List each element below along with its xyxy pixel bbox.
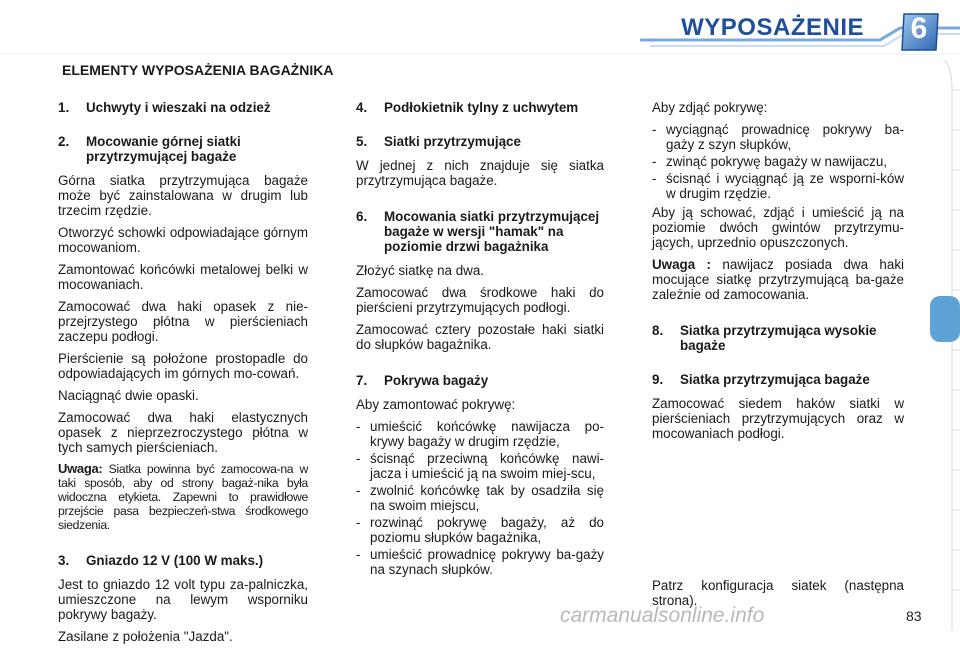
paragraph: Zamocować siedem haków siatki w pierścieniach przytrzymujących oraz w mocowaniach podłogi. xyxy=(652,396,904,441)
page-heading: ELEMENTY WYPOSAŻENIA BAGAŻNIKA xyxy=(62,62,334,78)
active-chapter-tab xyxy=(930,296,960,342)
list-item: - umieścić prowadnicę pokrywy ba-gaży na szynach słupków. xyxy=(356,547,604,577)
item-heading-1: 1. Uchwyty i wieszaki na odzież xyxy=(58,100,271,115)
paragraph: Aby ją schować, zdjąć i umieścić ją na poziomie dwóch gwintów przytrzymu-jących, uprzednio opuszczonych. xyxy=(652,205,904,250)
list-item: - wyciągnąć prowadnicę pokrywy ba-gaży z szyn słupków, xyxy=(652,122,904,152)
paragraph: Zamocować dwa środkowe haki do pierścieni przytrzymujących podłogi. xyxy=(356,285,604,315)
list-item: - umieścić końcówkę nawijacza po-krywy bagaży w drugim rzędzie, xyxy=(356,419,604,449)
note xyxy=(58,462,308,532)
note-label: Uwaga: xyxy=(58,461,103,476)
list-item: - zwinąć pokrywę bagaży w nawijaczu, xyxy=(652,154,888,169)
paragraph: Zamontować końcówki metalowej belki w mocowaniach. xyxy=(58,262,308,292)
item-heading-5: 5. Siatki przytrzymujące xyxy=(356,134,521,149)
mount-steps-list xyxy=(356,419,604,577)
paragraph: Aby zamontować pokrywę: xyxy=(356,397,516,412)
note-text: Siatka powinna być zamocowa-na w taki sposób, aby od strony bagaż-nika była widoczna etykieta. Zapewni to prawidłowe przejście pasa bezpieczeń-stwa środkowego siedzenia. xyxy=(58,462,308,532)
paragraph: Otworzyć schowki odpowiadające górnym mocowaniom. xyxy=(58,225,308,255)
paragraph: Złożyć siatkę na dwa. xyxy=(356,263,485,278)
column-1 xyxy=(58,100,308,651)
list-item: - ścisnąć i wyciągnąć ją ze wsporni-ków w drugim rzędzie. xyxy=(652,171,904,201)
column-3 xyxy=(652,100,904,448)
item-heading-3: 3. Gniazdo 12 V (100 W maks.) xyxy=(58,553,264,568)
item-heading-9: 9. Siatka przytrzymująca bagaże xyxy=(652,372,870,387)
note xyxy=(652,257,904,302)
list-item: - zwolnić końcówkę tak by osadziła się na swoim miejscu, xyxy=(356,483,604,513)
watermark: carmanualsonline.info xyxy=(560,604,765,627)
list-item: - ścisnąć przeciwną końcówkę nawi-jacza i umieścić ją na swoim miej-scu, xyxy=(356,451,604,481)
item-heading-6: 6. Mocowania siatki przytrzymującej bagaże w wersji "hamak" na poziomie drzwi bagażnika xyxy=(356,209,600,254)
paragraph: Pierścienie są położone prostopadle do odpowiadających im górnych mo-cowań. xyxy=(58,351,308,381)
paragraph: Naciągnąć dwie opaski. xyxy=(58,388,199,403)
footer-note: Patrz konfiguracja siatek (następna strona). xyxy=(652,578,904,608)
note-text: nawijacz posiada dwa haki mocujące siatkę przytrzymującą ba-gaże zależnie od zamocowania. xyxy=(652,257,904,302)
list-item: - rozwinąć pokrywę bagaży, aż do poziomu słupków bagażnika, xyxy=(356,515,604,545)
paragraph: Jest to gniazdo 12 volt typu za-palniczka, umieszczone na lewym wsporniku pokrywy bagaży. xyxy=(58,577,308,622)
paragraph: Zasilane z położenia "Jazda". xyxy=(58,629,233,644)
paragraph: Zamocować dwa haki elastycznych opasek z nieprzezroczystego płótna w tych samych pierścieniach. xyxy=(58,410,308,455)
remove-steps-list xyxy=(652,122,904,201)
note-label: Uwaga : xyxy=(652,257,712,272)
item-heading-7: 7. Pokrywa bagaży xyxy=(356,373,489,388)
chapter-number: 6 xyxy=(910,12,928,45)
item-heading-2: 2. Mocowanie górnej siatki przytrzymującej bagaże xyxy=(58,134,241,164)
item-heading-8: 8. Siatka przytrzymująca wysokie bagaże xyxy=(652,323,877,353)
item-heading-4: 4. Podłokietnik tylny z uchwytem xyxy=(356,100,579,115)
paragraph: W jednej z nich znajduje się siatka przytrzymująca bagaże. xyxy=(356,158,604,188)
paragraph: Górna siatka przytrzymująca bagaże może być zainstalowana w drugim lub trzecim rzędzie. xyxy=(58,173,308,218)
paragraph: Zamocować dwa haki opasek z nie-przejrzystego płótna w pierścieniach zaczepu podłogi. xyxy=(58,299,308,344)
paragraph: Zamocować cztery pozostałe haki siatki do słupków bagażnika. xyxy=(356,322,604,352)
section-title: WYPOSAŻENIE xyxy=(681,14,864,41)
page-number: 83 xyxy=(906,608,922,624)
paragraph: Aby zdjąć pokrywę: xyxy=(652,100,768,115)
column-2 xyxy=(356,100,604,581)
chapter-sidebar xyxy=(930,60,960,640)
